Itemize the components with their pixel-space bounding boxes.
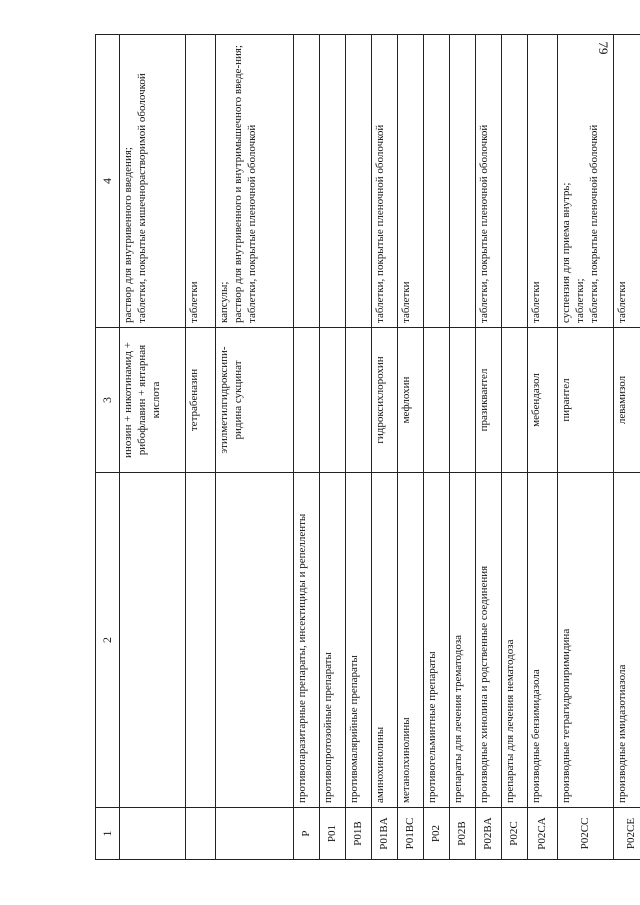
header-col-3: 3	[96, 328, 120, 473]
row-form: таблетки, покрытые пленочной оболочкой	[372, 35, 398, 328]
row-code: P01BA	[372, 808, 398, 860]
row-code: P02BA	[476, 808, 502, 860]
row-inn	[294, 328, 320, 473]
row-group: производные хинолина и родственные соединения	[476, 473, 502, 808]
row-code: P01B	[346, 808, 372, 860]
header-col-4: 4	[96, 35, 120, 328]
table-row	[476, 35, 502, 860]
table-row	[558, 35, 614, 860]
table-body	[120, 35, 640, 860]
row-inn: пирантел	[558, 328, 614, 473]
row-group: производные тетрагидропиримидина	[558, 473, 614, 808]
drug-table	[95, 34, 640, 860]
row-form: капсулы; раствор для внутривенного и внутримышечного введе-ния; таблетки, покрытые пленочной оболочкой	[216, 35, 294, 328]
row-code: P01BC	[398, 808, 424, 860]
table-row	[346, 35, 372, 860]
row-code	[216, 808, 294, 860]
row-code: P02B	[450, 808, 476, 860]
table-row	[186, 35, 216, 860]
table-row	[120, 35, 186, 860]
row-code: P02	[424, 808, 450, 860]
row-form	[424, 35, 450, 328]
row-group	[216, 473, 294, 808]
row-code	[120, 808, 186, 860]
row-form: таблетки, покрытые пленочной оболочкой	[476, 35, 502, 328]
page-number: 79	[596, 41, 611, 55]
row-inn: празиквантел	[476, 328, 502, 473]
row-inn: тетрабеназин	[186, 328, 216, 473]
row-group	[186, 473, 216, 808]
header-col-2: 2	[96, 473, 120, 808]
row-form: таблетки	[186, 35, 216, 328]
row-code: P	[294, 808, 320, 860]
row-inn: этилметилгидроксипи-ридина сукцинат	[216, 328, 294, 473]
row-form: раствор для внутривенного введения; таблетки, покрытые кишечнорастворимой оболочкой	[120, 35, 186, 328]
row-group: производные бензимидазола	[528, 473, 558, 808]
table-row	[372, 35, 398, 860]
row-form	[346, 35, 372, 328]
row-group: противомалярийные препараты	[346, 473, 372, 808]
table-header-row	[96, 35, 120, 860]
row-group: препараты для лечения нематодоза	[502, 473, 528, 808]
table-row	[424, 35, 450, 860]
table-row	[320, 35, 346, 860]
row-form	[320, 35, 346, 328]
table-row	[528, 35, 558, 860]
row-inn	[502, 328, 528, 473]
row-group	[120, 473, 186, 808]
row-code: P01	[320, 808, 346, 860]
row-form	[502, 35, 528, 328]
row-inn: гидроксихлорохин	[372, 328, 398, 473]
row-group: аминохинолины	[372, 473, 398, 808]
row-inn	[320, 328, 346, 473]
table-row	[614, 35, 640, 860]
row-form: таблетки	[528, 35, 558, 328]
row-inn: мебендазол	[528, 328, 558, 473]
row-inn: мефлохин	[398, 328, 424, 473]
table-row	[216, 35, 294, 860]
row-form	[294, 35, 320, 328]
row-code	[186, 808, 216, 860]
row-inn	[424, 328, 450, 473]
table-row	[450, 35, 476, 860]
row-code: P02CA	[528, 808, 558, 860]
row-code: P02CE	[614, 808, 640, 860]
row-inn	[346, 328, 372, 473]
row-code: P02C	[502, 808, 528, 860]
row-code: P02CC	[558, 808, 614, 860]
table-row	[502, 35, 528, 860]
row-form: таблетки	[614, 35, 640, 328]
row-group: противопаразитарные препараты, инсектициды и репелленты	[294, 473, 320, 808]
header-col-1: 1	[96, 808, 120, 860]
row-group: метанолхинолины	[398, 473, 424, 808]
row-inn	[450, 328, 476, 473]
row-form: таблетки	[398, 35, 424, 328]
row-group: препараты для лечения трематодоза	[450, 473, 476, 808]
row-inn: инозин + никотинамид + рибофлавин + янтарная кислота	[120, 328, 186, 473]
row-inn: левамизол	[614, 328, 640, 473]
row-group: противогельминтные препараты	[424, 473, 450, 808]
row-group: производные имидазотиазола	[614, 473, 640, 808]
row-form: суспензия для приема внутрь; таблетки; таблетки, покрытые пленочной оболочкой	[558, 35, 614, 328]
table-row	[294, 35, 320, 860]
row-form	[450, 35, 476, 328]
row-group: противопротозойные препараты	[320, 473, 346, 808]
table-row	[398, 35, 424, 860]
